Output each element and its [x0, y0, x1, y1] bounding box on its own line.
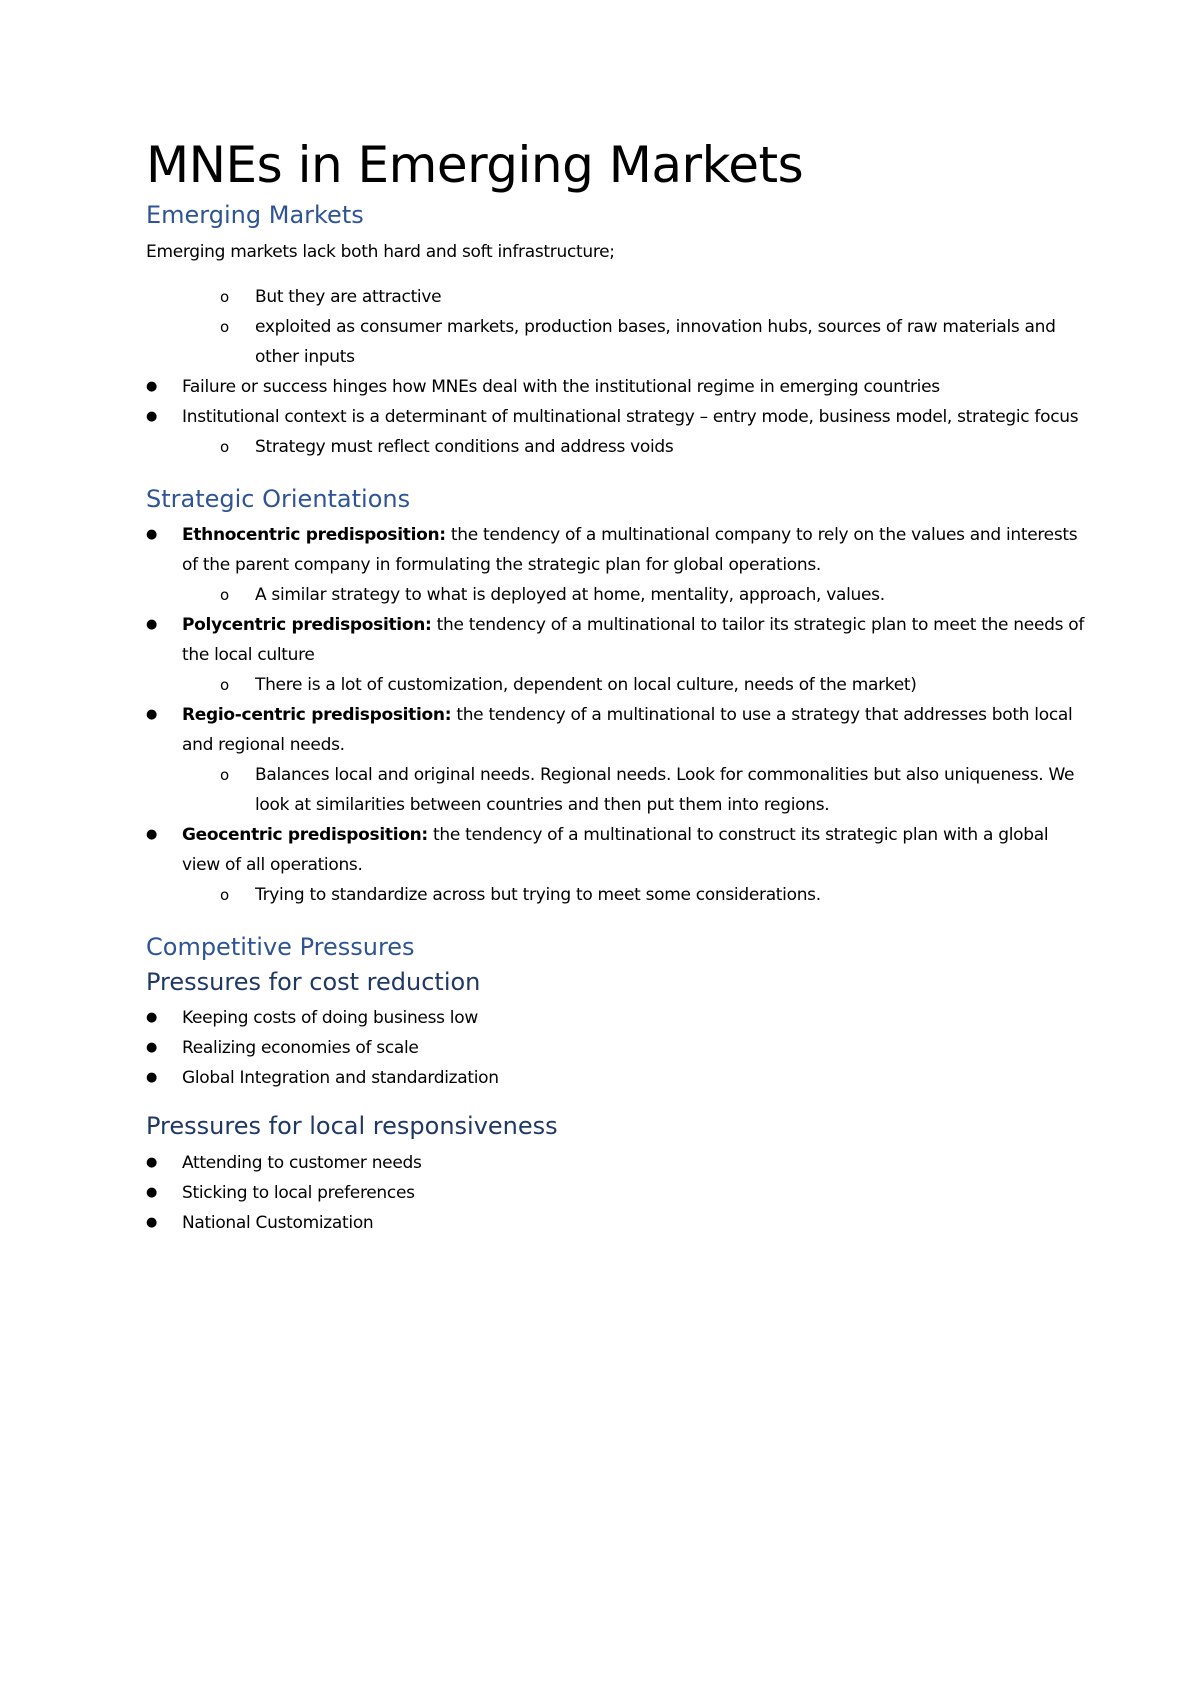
list-item	[146, 1063, 1086, 1093]
list-item	[146, 1208, 1086, 1238]
list-item-text: National Customization	[182, 1212, 374, 1233]
list-item	[146, 820, 1086, 880]
list-item-text: Attending to customer needs	[182, 1152, 422, 1173]
heading-strategic-orientations: Strategic Orientations	[146, 484, 411, 513]
bullet-icon: ●	[146, 1154, 158, 1170]
document-title: MNEs in Emerging Markets	[146, 136, 804, 194]
list-item	[146, 1003, 1086, 1033]
circle-bullet-icon: o	[220, 287, 229, 306]
orientation-desc: the tendency of a multinational to use a strategy that addresses both local and regional needs.	[182, 705, 1073, 756]
bullet-icon: ●	[146, 408, 158, 424]
list-item-text: Global Integration and standardization	[182, 1068, 499, 1089]
list-item-text: exploited as consumer markets, production bases, innovation hubs, sources of raw materials and other inputs	[255, 316, 1056, 367]
bullet-icon: ●	[146, 1184, 158, 1200]
local-responsiveness-list	[146, 1148, 1086, 1238]
list-item-text: A similar strategy to what is deployed at home, mentality, approach, values.	[255, 585, 885, 606]
bullet-icon: ●	[146, 1214, 158, 1230]
heading-cost-reduction: Pressures for cost reduction	[146, 967, 481, 996]
circle-bullet-icon: o	[220, 437, 229, 456]
list-item	[146, 1178, 1086, 1208]
list-item-text: But they are attractive	[255, 286, 442, 307]
list-item	[146, 282, 1086, 312]
circle-bullet-icon: o	[220, 886, 229, 905]
emerging-intro: Emerging markets lack both hard and soft infrastructure;	[146, 241, 615, 262]
bullet-icon: ●	[146, 827, 158, 843]
heading-competitive-pressures: Competitive Pressures	[146, 933, 415, 962]
circle-bullet-icon: o	[220, 317, 229, 336]
circle-bullet-icon: o	[220, 676, 229, 695]
orientation-term: Ethnocentric predisposition:	[182, 525, 446, 546]
bullet-icon: ●	[146, 527, 158, 543]
list-item	[146, 1033, 1086, 1063]
orientation-term: Polycentric predisposition:	[182, 615, 432, 636]
list-item-text: Institutional context is a determinant of multinational strategy – entry mode, business model, strategic focus	[182, 406, 1079, 427]
list-item-text: Realizing economies of scale	[182, 1038, 419, 1059]
list-item	[146, 610, 1086, 670]
list-item-text: Strategy must reflect conditions and address voids	[255, 436, 674, 457]
list-item	[146, 1148, 1086, 1178]
bullet-icon: ●	[146, 1040, 158, 1056]
emerging-sub-list	[146, 282, 1086, 372]
list-item	[146, 520, 1086, 580]
heading-emerging-markets: Emerging Markets	[146, 201, 364, 229]
emerging-bullet-list	[146, 372, 1086, 432]
list-item	[146, 760, 1086, 820]
circle-bullet-icon: o	[220, 586, 229, 605]
list-item	[146, 880, 1086, 910]
heading-local-responsiveness: Pressures for local responsiveness	[146, 1112, 558, 1141]
list-item	[146, 670, 1086, 700]
cost-reduction-list	[146, 1003, 1086, 1093]
list-item-text: Failure or success hinges how MNEs deal with the institutional regime in emerging countries	[182, 376, 940, 397]
orientations-list	[146, 520, 1086, 910]
list-item-text: Sticking to local preferences	[182, 1182, 415, 1203]
bullet-icon: ●	[146, 617, 158, 633]
bullet-icon: ●	[146, 1010, 158, 1026]
orientation-term: Regio-centric predisposition:	[182, 705, 452, 726]
list-item	[146, 432, 1086, 462]
orientation-desc: the tendency of a multinational to tailor its strategic plan to meet the needs of the local culture	[182, 615, 1085, 666]
orientation-desc: the tendency of a multinational to construct its strategic plan with a global view of all operations.	[182, 825, 1049, 876]
list-item	[146, 312, 1086, 372]
list-item-text: Trying to standardize across but trying to meet some considerations.	[255, 885, 821, 906]
bullet-icon: ●	[146, 707, 158, 723]
circle-bullet-icon: o	[220, 766, 229, 785]
list-item	[146, 402, 1086, 432]
list-item	[146, 700, 1086, 760]
list-item	[146, 372, 1086, 402]
emerging-sub-list-2	[146, 432, 1086, 462]
list-item-text: Balances local and original needs. Regional needs. Look for commonalities but also uniqueness. We look at similarities between countries and then put them into regions.	[255, 765, 1075, 816]
bullet-icon: ●	[146, 1070, 158, 1086]
document-page	[146, 136, 1086, 1238]
orientation-desc: the tendency of a multinational company to rely on the values and interests of the parent company in formulating the strategic plan for global operations.	[182, 525, 1078, 576]
orientation-term: Geocentric predisposition:	[182, 825, 428, 846]
list-item-text: Keeping costs of doing business low	[182, 1008, 478, 1029]
bullet-icon: ●	[146, 378, 158, 394]
list-item-text: There is a lot of customization, dependent on local culture, needs of the market)	[255, 675, 917, 696]
list-item	[146, 580, 1086, 610]
